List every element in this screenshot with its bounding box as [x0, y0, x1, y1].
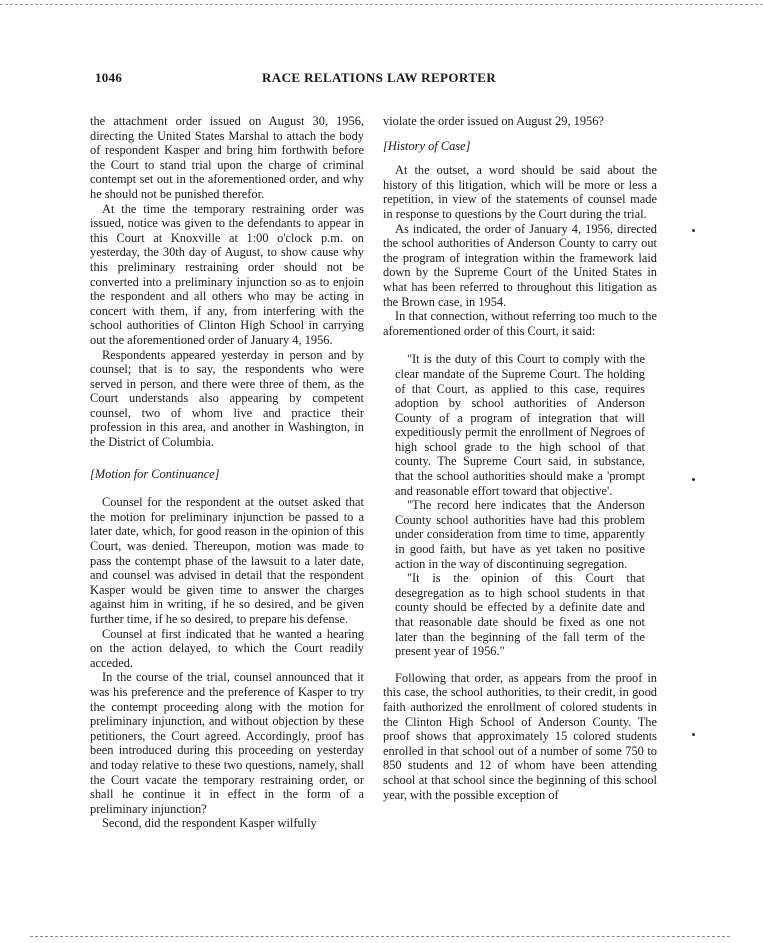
- left-paragraph-6: In the course of the trial, counsel announced that it was his preference and the preference of Kasper to try the contempt proceeding along with the motion for preliminary injunction, and without objection by these petitioners, the Court agreed. Accordingly, proof has been introduced during this proceeding on yesterday and today relative to these two questions, namely, shall the Court vacate the temporary restraining order, or shall he continue it in effect in the form of a preliminary injunction?: [90, 670, 364, 816]
- right-paragraph-5: Following that order, as appears from the proof in this case, the school authorities, to their credit, in good faith authorized the enrollment of colored students in the Clinton High School of Anderson County. The proof shows that approximately 15 colored students enrolled in that school out of a number of some 750 to 850 students and 12 of whom have been attending school at that school since the beginning of this school year, with the possible exception of: [383, 670, 657, 802]
- block-quote: [395, 352, 645, 658]
- left-paragraph-2: At the time the temporary restraining order was issued, notice was given to the defendants to appear in this Court at Knoxville at 1:00 o'clock p.m. on yesterday, the 30th day of August, to show cause why this preliminary restraining order should not be converted into a preliminary injunction so as to enjoin the respondent and all others who may be acting in concert with them, if any, from interfering with the school authorities of Clinton High School in carrying out the aforementioned order of January 4, 1956.: [90, 201, 364, 347]
- right-column: [383, 114, 657, 802]
- left-paragraph-4: Counsel for the respondent at the outset asked that the motion for preliminary injunction be passed to a later date, which, for good reason in the opinion of this Court, was denied. Thereupon, motion was made to pass the contempt phase of the lawsuit to a later date, and counsel was advised in detail that the respondent Kasper would be given time to answer the charges against him in writing, if he so desired, and be given further time, if he so desired, to prepare his defense.: [90, 495, 364, 626]
- margin-mark: [692, 478, 695, 481]
- left-paragraph-1: the attachment order issued on August 30, 1956, directing the United States Marshal to attach the body of respondent Kasper and bring him forthwith before the Court to stand trial upon the charge of criminal contempt set out in the aforementioned order, and why he should not be punished therefor.: [90, 114, 364, 201]
- right-paragraph-3: As indicated, the order of January 4, 1956, directed the school authorities of Anderson County to carry out the program of integration within the framework laid down by the Supreme Court of the United States in what has been referred to throughout this litigation as the Brown case, in 1954.: [383, 221, 657, 309]
- right-paragraph-4: In that connection, without referring too much to the aforementioned order of this Court, it said:: [383, 309, 657, 338]
- left-column: [90, 114, 364, 831]
- right-paragraph-1: violate the order issued on August 29, 1956?: [383, 114, 604, 128]
- running-head: RACE RELATIONS LAW REPORTER: [262, 70, 497, 85]
- quote-paragraph-3: "It is the opinion of this Court that desegregation as to high school students in that county should be effected by a definite date and that reasonable date should be fixed as one not later than the beginning of the fall term of the present year of 1956.": [395, 571, 645, 659]
- margin-mark: [692, 733, 695, 736]
- heading-history-of-case: [History of Case]: [383, 138, 471, 153]
- left-paragraph-3: Respondents appeared yesterday in person and by counsel; that is to say, the respondents who were served in person, and there were three of them, as the Court understands also appearing by competent counsel, two of whom live and practice their profession in this area, and another in Washington, in the District of Columbia.: [90, 347, 364, 450]
- top-scan-edge: [0, 4, 763, 5]
- margin-mark: [692, 229, 695, 232]
- right-paragraph-2: At the outset, a word should be said about the history of this litigation, which will be more or less a repetition, in view of the statements of counsel made in response to questions by the Court during the trial.: [383, 163, 657, 221]
- left-paragraph-7: Second, did the respondent Kasper wilfully: [102, 816, 317, 831]
- bottom-scan-edge: [30, 936, 730, 937]
- left-paragraph-5: Counsel at first indicated that he wanted a hearing on the action delayed, to which the Court readily acceded.: [90, 626, 364, 670]
- heading-motion-for-continuance: [Motion for Continuance]: [90, 466, 220, 481]
- quote-paragraph-2: "The record here indicates that the Anderson County school authorities have had this problem under consideration from time to time, apparently in good faith, but have as yet taken no positive action in the way of discontinuing segregation.: [395, 498, 645, 571]
- quote-paragraph-1: "It is the duty of this Court to comply with the clear mandate of the Supreme Court. The holding of that Court, as applied to this case, requires adoption by school authorities of Anderson County of a program of integration that will expeditiously permit the enrollment of Negroes of high school grade to the high school of that county. The Supreme Court said, in substance, that the school authorities should make a 'prompt and reasonable effort toward that objective'.: [395, 352, 645, 498]
- page-header: [0, 70, 763, 90]
- page-number: 1046: [95, 70, 123, 85]
